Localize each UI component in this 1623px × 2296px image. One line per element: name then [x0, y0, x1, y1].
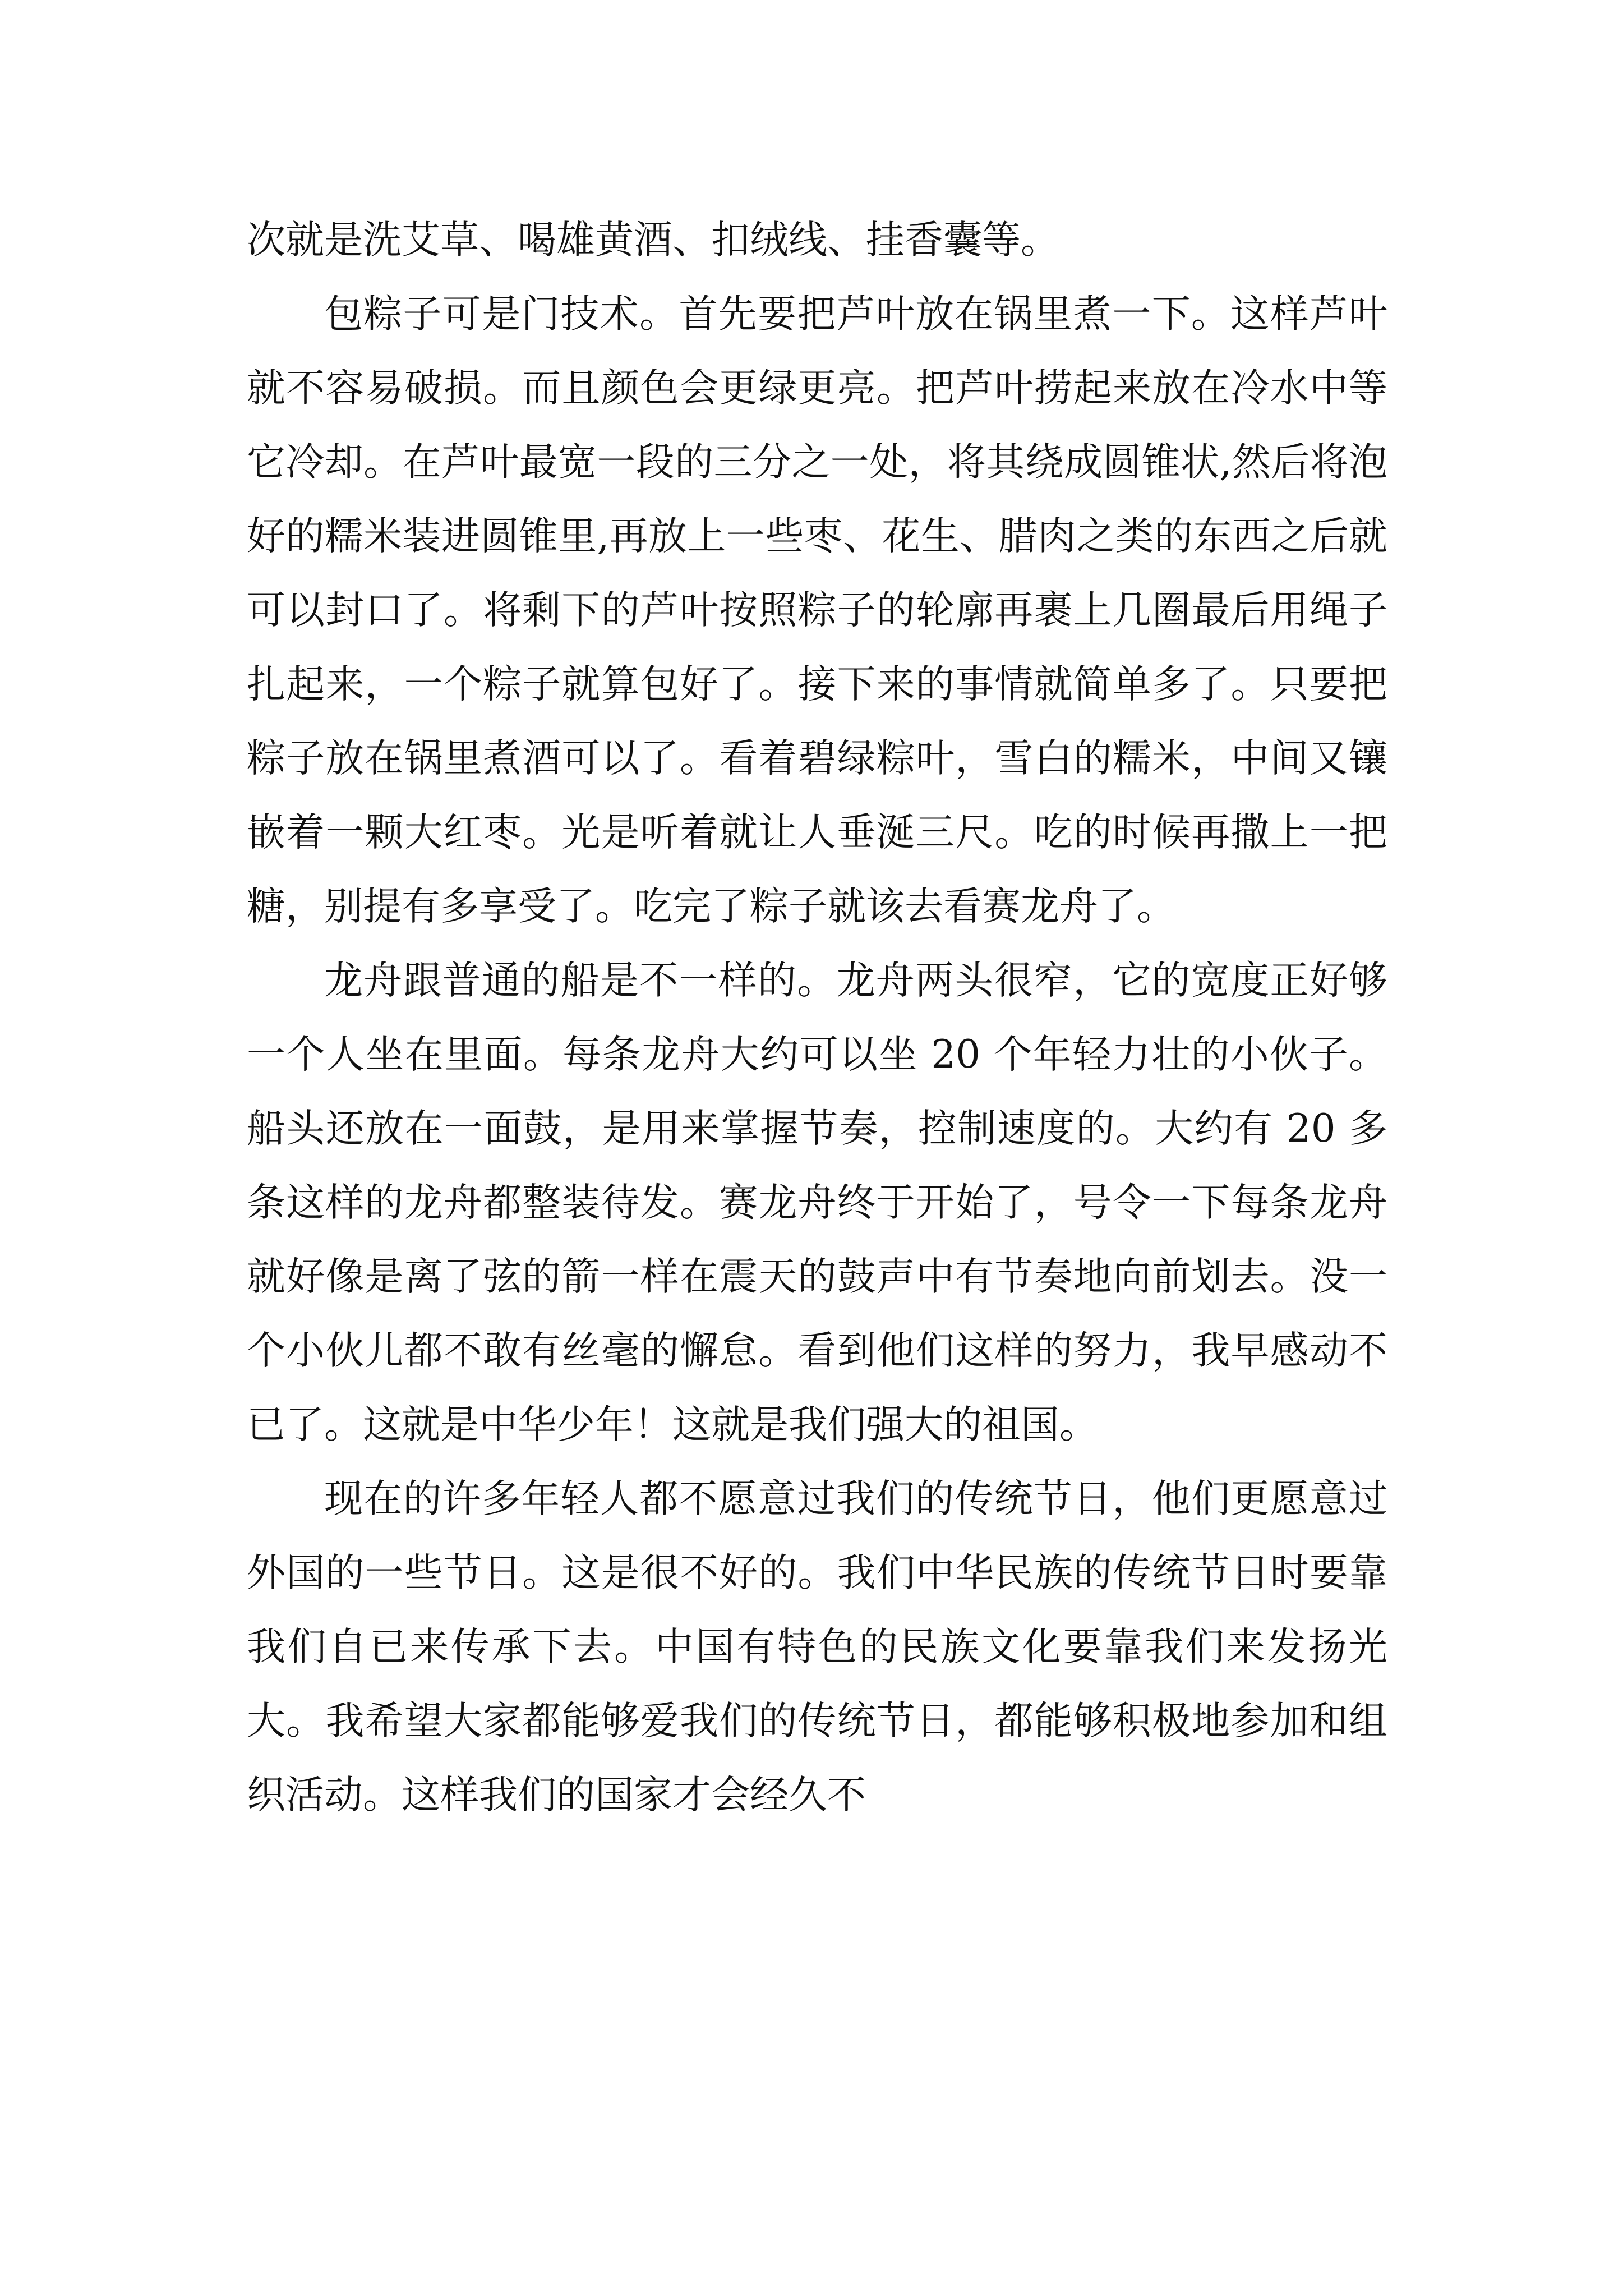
paragraph-1: 次就是洗艾草、喝雄黄酒、扣绒线、挂香囊等。 — [247, 218, 1059, 263]
paragraph-2: 包粽子可是门技术。首先要把芦叶放在锅里煮一下。这样芦叶就不容易破损。而且颜色会更绿更亮。把芦叶捞起来放在冷水中等它冷却。在芦叶最宽一段的三分之一处，将其绕成圆锥状,然后将泡好的糯米装进圆锥里,再放上一些枣、花生、腊肉之类的东西之后就可以封口了。将剩下的芦叶按照粽子的轮廓再裹上几圈最后用绳子扎起来，一个粽子就算包好了。接下来的事情就简单多了。只要把粽子放在锅里煮酒可以了。看着碧绿粽叶，雪白的糯米，中间又镶嵌着一颗大红枣。光是听着就让人垂涎三尺。吃的时候再撒上一把糖，别提有多享受了。吃完了粽子就该去看赛龙舟了。 — [247, 292, 1387, 929]
paragraph-4: 现在的许多年轻人都不愿意过我们的传统节日，他们更愿意过外国的一些节日。这是很不好的。我们中华民族的传统节日时要靠我们自已来传承下去。中国有特色的民族文化要靠我们来发扬光大。我希望大家都能够爱我们的传统节日，都能够积极地参加和组织活动。这样我们的国家才会经久不 — [247, 1476, 1387, 1818]
paragraph-3: 龙舟跟普通的船是不一样的。龙舟两头很窄，它的宽度正好够一个人坐在里面。每条龙舟大约可以坐 20 个年轻力壮的小伙子。船头还放在一面鼓，是用来掌握节奏，控制速度的。大约有 20 多条这样的龙舟都整装待发。赛龙舟终于开始了，号令一下每条龙舟就好像是离了弦的箭一样在震天的鼓声中有节奏地向前划去。没一个小伙儿都不敢有丝毫的懈怠。看到他们这样的努力，我早感动不已了。这就是中华少年！这就是我们强大的祖国。 — [247, 958, 1387, 1447]
body-text — [247, 203, 1387, 1832]
